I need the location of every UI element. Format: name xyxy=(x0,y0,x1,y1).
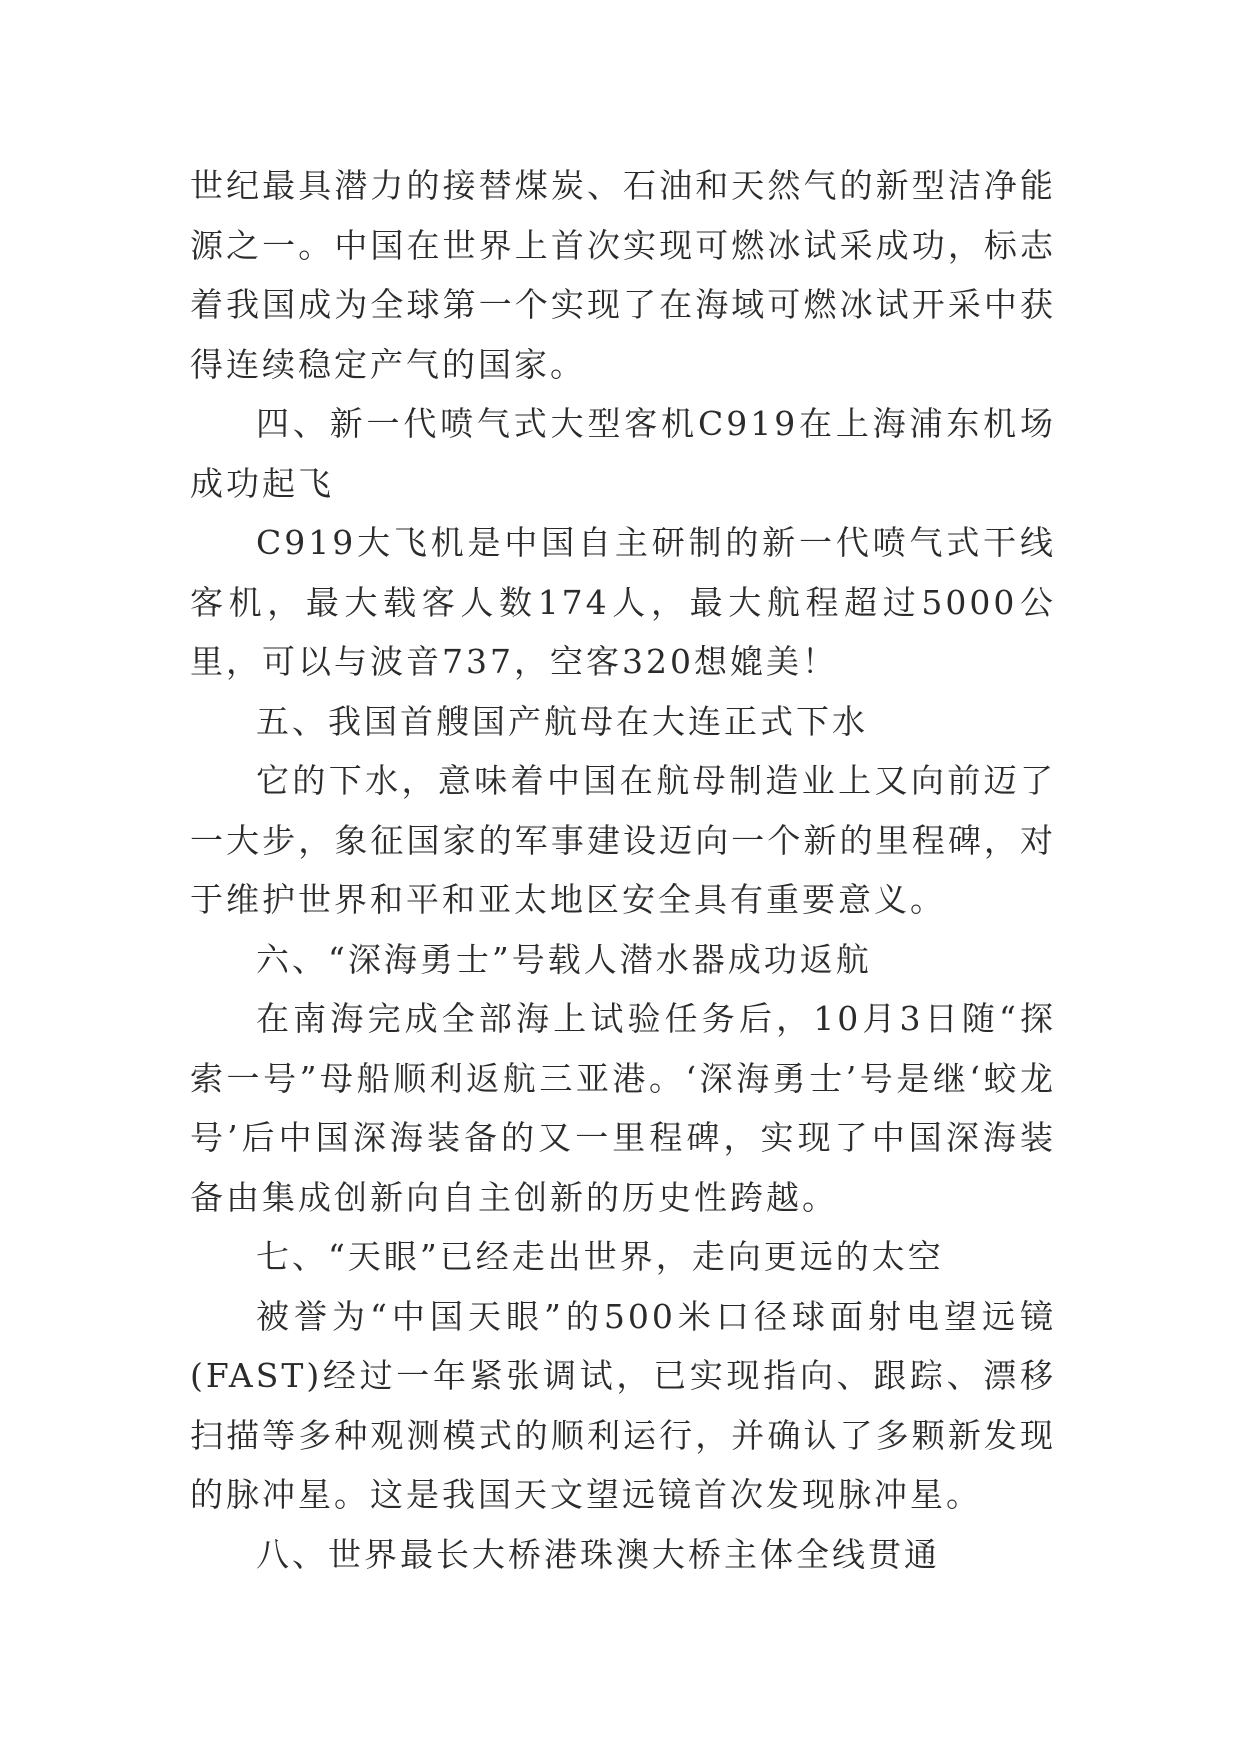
paragraph-body-3: 它的下水，意味着中国在航母制造业上又向前迈了一大步，象征国家的军事建设迈向一个新的里程碑，对于维护世界和平和亚太地区安全具有重要意义。 xyxy=(190,761,1056,919)
paragraph-body-1: 世纪最具潜力的接替煤炭、石油和天然气的新型洁净能源之一。中国在世界上首次实现可燃冰试采成功，标志着我国成为全球第一个实现了在海域可燃冰试开采中获得连续稳定产气的国家。 xyxy=(190,166,1056,384)
paragraph-body-4: 在南海完成全部海上试验任务后，10月3日随“探索一号”母船顺利返航三亚港。‘深海勇士’号是继‘蛟龙号’后中国深海装备的又一里程碑，实现了中国深海装备由集成创新向自主创新的历史性跨越。 xyxy=(190,999,1056,1217)
heading-item-8: 八、世界最长大桥港珠澳大桥主体全线贯通 xyxy=(256,1534,940,1574)
heading-item-7: 七、“天眼”已经走出世界，走向更远的太空 xyxy=(256,1237,944,1276)
heading-item-4: 四、新一代喷气式大型客机C919在上海浦东机场成功起飞 xyxy=(190,404,1056,503)
heading-item-5: 五、我国首艘国产航母在大连正式下水 xyxy=(256,701,868,741)
paragraph-body-5: 被誉为“中国天眼”的500米口径球面射电望远镜(FAST)经过一年紧张调试，已实现指向、跟踪、漂移扫描等多种观测模式的顺利运行，并确认了多颗新发现的脉冲星。这是我国天文望远镜首次发现脉冲星。 xyxy=(190,1296,1056,1514)
document-body xyxy=(190,156,1056,1584)
heading-item-6: 六、“深海勇士”号载人潜水器成功返航 xyxy=(256,939,872,979)
paragraph-body-2: C919大飞机是中国自主研制的新一代喷气式干线客机，最大载客人数174人，最大航程超过5000公里，可以与波音737，空客320想媲美！ xyxy=(190,523,1056,681)
